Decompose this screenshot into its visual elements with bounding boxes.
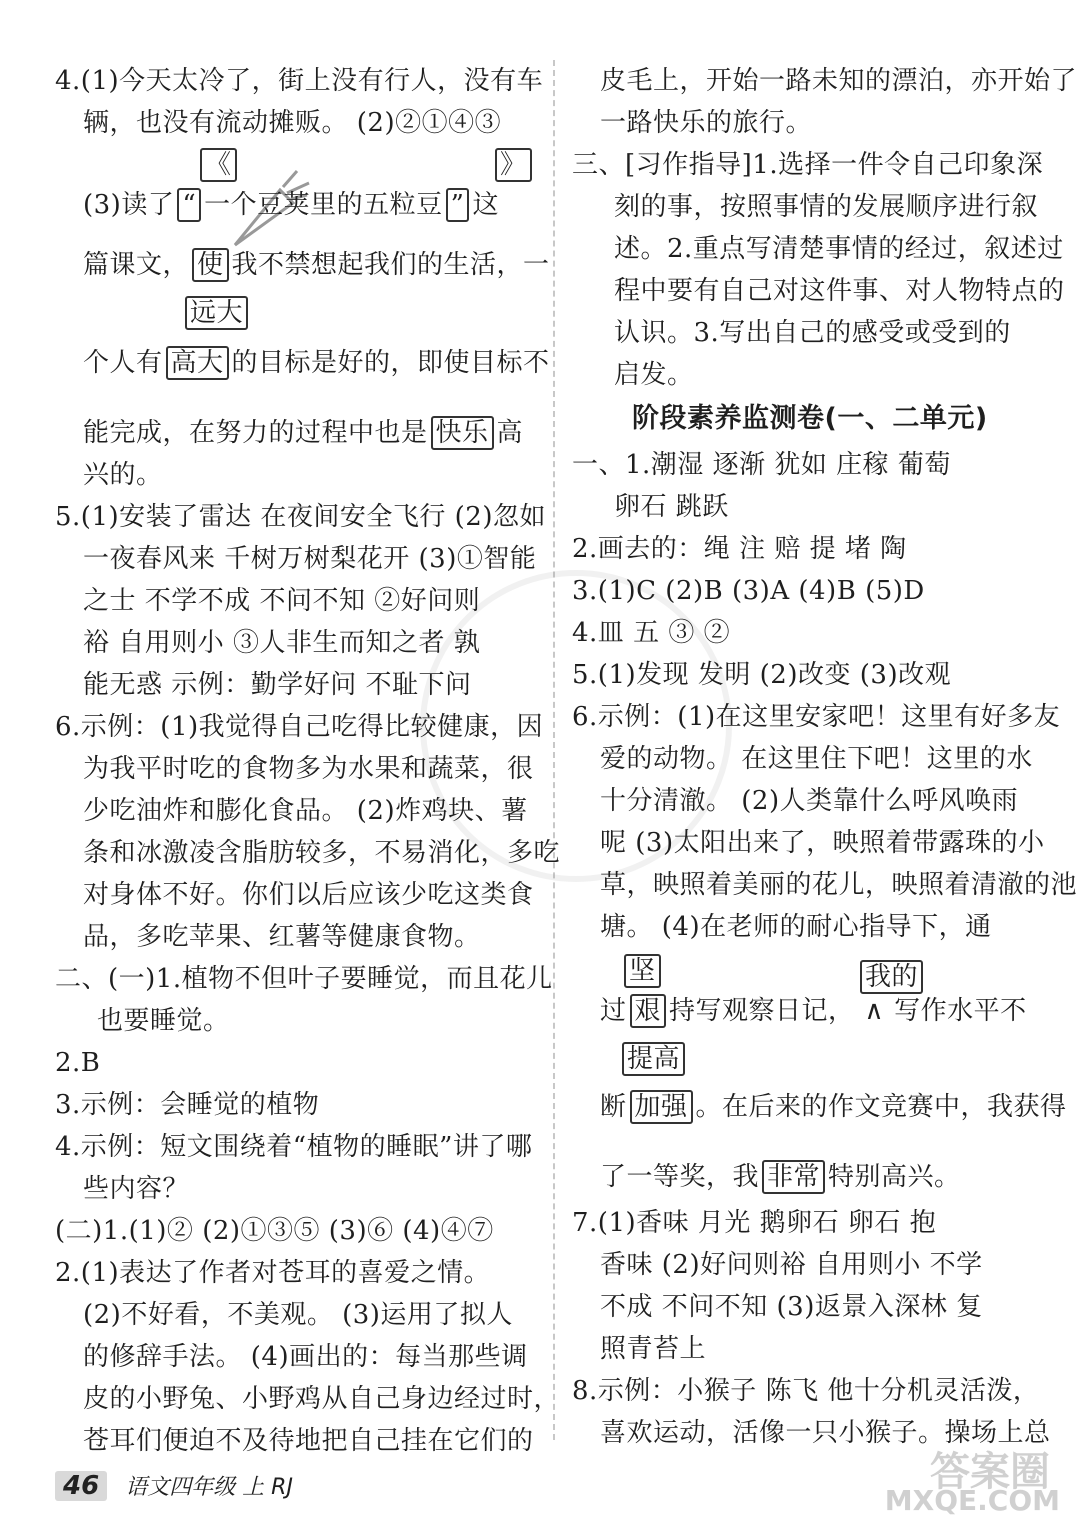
part3-line: 刻的事，按照事情的发展顺序进行叙 — [614, 192, 1039, 222]
answer-line: 2.画去的：绳 注 赔 提 堵 陶 — [572, 534, 907, 564]
answer-line: 草，映照着美丽的花儿，映照着清澈的池 — [600, 870, 1078, 900]
answer-line: 8.示例：小猴子 陈飞 他十分机灵活泼， — [572, 1376, 1040, 1406]
q6-line: 条和冰激凌含脂肪较多，不易消化，多吃 — [83, 838, 561, 868]
answer-line: 5.(1)发现 发明 (2)改变 (3)改观 — [572, 660, 952, 690]
part3-line: 三、[习作指导]1.选择一件令自己印象深 — [572, 150, 1044, 180]
part3-line: 启发。 — [614, 360, 694, 390]
edit-line2: 断 加强 。在后来的作文竞赛中，我获得 — [600, 1092, 1067, 1122]
answer-line: 香味 (2)好问则裕 自用则小 不学 — [600, 1250, 983, 1280]
answer-line: 呢 (3)太阳出来了，映照着带露珠的小 — [600, 828, 1045, 858]
insert-jian: 坚 — [624, 954, 661, 988]
part2-line: 也要睡觉。 — [97, 1006, 230, 1036]
page-footer — [55, 1470, 293, 1501]
answer-line: 十分清澈。 (2)人类靠什么呼风唤雨 — [600, 786, 1019, 816]
q4-line4: 篇课文， 使 我不禁想起我们的生活，一 — [83, 250, 550, 280]
watermark-logo — [884, 1440, 1060, 1520]
answer-line: 一、1.潮湿 逐渐 犹如 庄稼 葡萄 — [572, 450, 951, 480]
insert-book-close: 》 — [495, 148, 532, 182]
insert-wode: 我的 — [860, 960, 923, 994]
q5-line: 一夜春风来 千树万树梨花开 (3)①智能 — [83, 544, 537, 574]
answer-line: 3.(1)C (2)B (3)A (4)B (5)D — [572, 576, 925, 606]
part2-line: 4.示例：短文围绕着“植物的睡眠”讲了哪 — [55, 1132, 533, 1162]
part2-line: (二)1.(1)② (2)①③⑤ (3)⑥ (4)④⑦ — [55, 1216, 494, 1246]
q6-line: 为我平时吃的食物多为水果和蔬菜，很 — [83, 754, 534, 784]
part2-line: 些内容？ — [83, 1174, 190, 1204]
part2-line: (2)不好看，不美观。 (3)运用了拟人 — [83, 1300, 513, 1330]
answer-line: 照青苔上 — [600, 1334, 707, 1364]
part3-line: 认识。3.写出自己的感受或受到的 — [614, 318, 1011, 348]
q5-line: 5.(1)安装了雷达 在夜间安全飞行 (2)忽如 — [55, 502, 546, 532]
page-number: 46 — [55, 1471, 107, 1501]
q4-line2: 辆，也没有流动摊贩。 (2)②①④③ — [83, 108, 502, 138]
part2-line: 2.(1)表达了作者对苍耳的喜爱之情。 — [55, 1258, 491, 1288]
q4-line7: 兴的。 — [83, 460, 163, 490]
q4-line1: 4.(1)今天太冷了，街上没有行人，没有车 — [55, 66, 544, 96]
insert-book-open: 《 — [200, 148, 237, 182]
caret-mark-icon: ∧ — [864, 996, 885, 1026]
cont-line: 皮毛上，开始一路未知的漂泊，亦开始了 — [600, 66, 1078, 96]
answer-line: 喜欢运动，活像一只小猴子。操场上总 — [600, 1418, 1051, 1448]
edit-line1: 过 艰 持写观察日记， ∧ 写作水平不 — [600, 996, 1027, 1026]
q4-line3: (3)读了 “ 一个豆荚里的五粒豆 ” 这 — [83, 190, 499, 220]
part2-line: 2.B — [55, 1048, 101, 1078]
section-title: 阶段素养监测卷(一、二单元) — [632, 403, 988, 434]
answer-line: 不成 不问不知 (3)返景入深林 复 — [600, 1292, 983, 1322]
answer-line: 6.示例：(1)在这里安家吧！这里有好多友 — [572, 702, 1061, 732]
part2-line: 的修辞手法。 (4)画出的：每当那些调 — [83, 1342, 528, 1372]
answer-line: 卵石 跳跃 — [614, 492, 729, 522]
watermark-line2: MXQE.COM — [884, 1484, 1060, 1517]
part2-line: 苍耳们便迫不及待地把自己挂在它们的 — [83, 1426, 534, 1456]
answer-line: 塘。 (4)在老师的耐心指导下，通 — [600, 912, 992, 942]
answer-line: 爱的动物。 在这里住下吧！这里的水 — [600, 744, 1033, 774]
cont-line: 一路快乐的旅行。 — [600, 108, 813, 138]
q4-line5: 个人有 高大 的目标是好的，即使目标不 — [83, 348, 550, 378]
part3-line: 程中要有自己对这件事、对人物特点的 — [614, 276, 1065, 306]
part2-line: 二、(一)1.植物不但叶子要睡觉，而且花儿 — [55, 964, 553, 994]
answer-line: 7.(1)香味 月光 鹅卵石 卵石 抱 — [572, 1208, 937, 1238]
q6-line: 品，多吃苹果、红薯等健康食物。 — [83, 922, 481, 952]
part2-line: 皮的小野兔、小野鸡从自己身边经过时， — [83, 1384, 561, 1414]
q5-line: 能无惑 示例：勤学好问 不耻下问 — [83, 670, 472, 700]
q6-line: 6.示例：(1)我觉得自己吃得比较健康，因 — [55, 712, 544, 742]
part3-line: 述。2.重点写清楚事情的经过，叙述过 — [614, 234, 1064, 264]
edit-line3: 了一等奖，我 非常 特别高兴。 — [600, 1162, 961, 1192]
q6-line: 对身体不好。你们以后应该少吃这类食 — [83, 880, 534, 910]
watermark-line1: 答案圈 — [930, 1449, 1050, 1495]
book-label: 语文四年级 上 RJ — [125, 1475, 293, 1500]
q6-line: 少吃油炸和膨化食品。 (2)炸鸡块、薯 — [83, 796, 528, 826]
insert-far: 远大 — [185, 296, 248, 330]
insert-tigao: 提高 — [622, 1042, 685, 1076]
q5-line: 之士 不学不成 不问不知 ②好问则 — [83, 586, 481, 616]
part2-line: 3.示例：会睡觉的植物 — [55, 1090, 320, 1120]
q4-line6: 能完成，在努力的过程中也是 快乐 高 — [83, 418, 524, 448]
q5-line: 裕 自用则小 ③人非生而知之者 孰 — [83, 628, 481, 658]
answer-line: 4.皿 五 ③ ② — [572, 618, 731, 648]
